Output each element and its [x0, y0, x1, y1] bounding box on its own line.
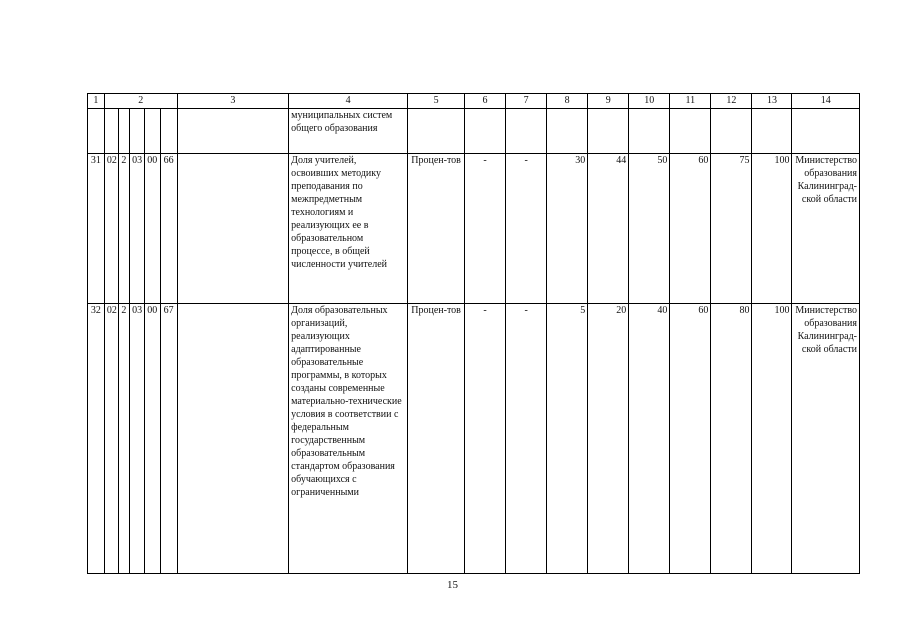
empty-cell: [177, 154, 289, 304]
code-cell: 03: [130, 304, 145, 574]
code-cell: 66: [160, 154, 177, 304]
indicator-name: Доля учителей, освоивших методику преподавания по межпредметным технологиям и реализующих ее в образовательном процессе, в общей численности учителей: [289, 154, 408, 304]
header-cell-6: 6: [465, 94, 506, 109]
empty-cell: [118, 109, 130, 154]
responsible-cell: Министерство образования Калининград-ской области: [792, 304, 860, 574]
value-cell-9: 44: [588, 154, 629, 304]
page-number: 15: [447, 579, 458, 591]
header-cell-2: 2: [104, 94, 177, 109]
empty-cell: [792, 109, 860, 154]
code-cell: 02: [104, 304, 118, 574]
value-cell-9: 20: [588, 304, 629, 574]
value-cell-10: 50: [629, 154, 670, 304]
row-number: 32: [88, 304, 105, 574]
header-cell-12: 12: [711, 94, 752, 109]
code-cell: 67: [160, 304, 177, 574]
value-cell-6: -: [465, 154, 506, 304]
empty-cell: [629, 109, 670, 154]
header-cell-1: 1: [88, 94, 105, 109]
table-row-continuation: [88, 109, 860, 154]
value-cell-11: 60: [670, 304, 711, 574]
empty-cell: [588, 109, 629, 154]
empty-cell: [104, 109, 118, 154]
empty-cell: [177, 304, 289, 574]
empty-cell: [130, 109, 145, 154]
value-cell-6: -: [465, 304, 506, 574]
value-cell-12: 75: [711, 154, 752, 304]
header-cell-13: 13: [752, 94, 792, 109]
header-cell-3: 3: [177, 94, 289, 109]
code-cell: 2: [118, 304, 130, 574]
indicator-name: Доля образовательных организаций, реализующих адаптированные образовательные программы, в которых созданы современные материально-технические условия в соответствии с федеральным государственным образовательным стандартом образования обучающихся с ограниченными: [289, 304, 408, 574]
empty-cell: [144, 109, 160, 154]
header-row: [88, 94, 860, 109]
code-cell: 03: [130, 154, 145, 304]
indicator-name: муниципальных систем общего образования: [289, 109, 408, 154]
value-cell-8: 30: [547, 154, 588, 304]
empty-cell: [177, 109, 289, 154]
empty-cell: [670, 109, 711, 154]
value-cell-10: 40: [629, 304, 670, 574]
header-cell-14: 14: [792, 94, 860, 109]
value-cell-13: 100: [752, 154, 792, 304]
table-row: [88, 304, 860, 574]
empty-cell: [752, 109, 792, 154]
value-cell-11: 60: [670, 154, 711, 304]
responsible-cell: Министерство образования Калининград-ской области: [792, 154, 860, 304]
header-cell-5: 5: [408, 94, 465, 109]
unit-cell: Процен-тов: [408, 154, 465, 304]
header-cell-9: 9: [588, 94, 629, 109]
value-cell-7: -: [506, 304, 547, 574]
code-cell: 2: [118, 154, 130, 304]
unit-cell: Процен-тов: [408, 304, 465, 574]
empty-cell: [88, 109, 105, 154]
value-cell-13: 100: [752, 304, 792, 574]
empty-cell: [408, 109, 465, 154]
code-cell: 02: [104, 154, 118, 304]
code-cell: 00: [144, 154, 160, 304]
empty-cell: [711, 109, 752, 154]
header-cell-11: 11: [670, 94, 711, 109]
row-number: 31: [88, 154, 105, 304]
empty-cell: [160, 109, 177, 154]
empty-cell: [465, 109, 506, 154]
indicators-table: [87, 93, 860, 574]
value-cell-12: 80: [711, 304, 752, 574]
value-cell-8: 5: [547, 304, 588, 574]
header-cell-4: 4: [289, 94, 408, 109]
header-cell-10: 10: [629, 94, 670, 109]
header-cell-7: 7: [506, 94, 547, 109]
empty-cell: [506, 109, 547, 154]
table-row: [88, 154, 860, 304]
empty-cell: [547, 109, 588, 154]
header-cell-8: 8: [547, 94, 588, 109]
value-cell-7: -: [506, 154, 547, 304]
code-cell: 00: [144, 304, 160, 574]
